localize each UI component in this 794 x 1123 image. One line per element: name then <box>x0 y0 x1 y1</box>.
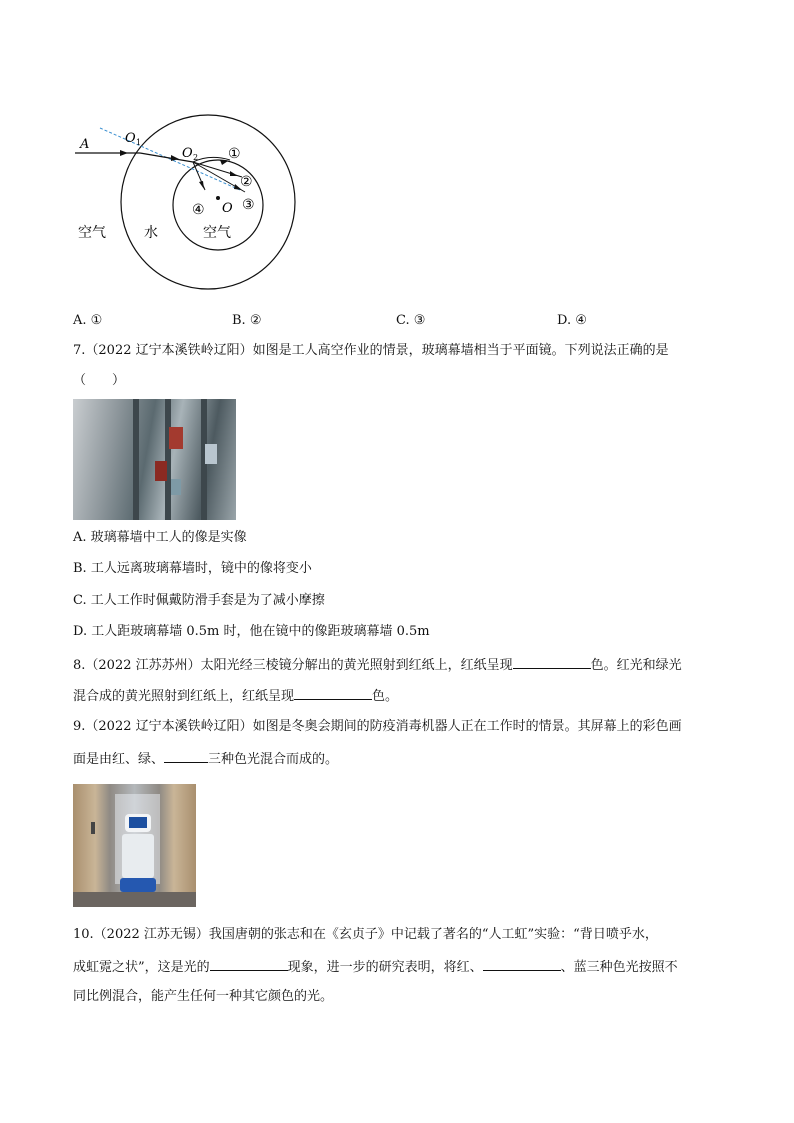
refraction-diagram <box>70 110 300 295</box>
q10-text-3: 现象，进一步的研究表明，将红、 <box>287 960 483 975</box>
q6-option-d: D. ④ <box>557 313 587 328</box>
q10-text-4: 、蓝三种色光按照不 <box>560 960 678 975</box>
q9-text-2: 面是由红、绿、 <box>73 752 165 767</box>
label-ray-2: ② <box>240 174 253 190</box>
workers-photo <box>73 399 236 520</box>
arrow-head <box>199 181 204 189</box>
q9-blank[interactable] <box>164 750 208 763</box>
arrow-head <box>171 155 179 161</box>
q10-line-2 <box>73 958 678 976</box>
label-ray-4: ④ <box>192 202 205 218</box>
q7-option-b: B. 工人远离玻璃幕墙时，镜中的像将变小 <box>73 561 312 576</box>
normal-dashed-line <box>100 128 240 190</box>
q8-line-1 <box>73 656 682 674</box>
q10-line-1: 10.（2022 江苏无锡）我国唐朝的张志和在《玄贞子》中记载了著名的“人工虹”实验：“背日喷乎水， <box>73 927 658 942</box>
label-a: A <box>80 137 90 152</box>
label-o2-sub: 2 <box>193 153 199 162</box>
q10-text-2: 成虹霓之状”，这是光的 <box>73 960 210 975</box>
label-o1-sub: 1 <box>136 138 142 147</box>
q7-paren: （ ） <box>73 373 126 388</box>
label-air-outer: 空气 <box>78 225 106 241</box>
q7-option-a: A. 玻璃幕墙中工人的像是实像 <box>73 530 247 545</box>
q10-blank-1[interactable] <box>210 958 288 971</box>
q7-option-c: C. 工人工作时佩戴防滑手套是为了减小摩擦 <box>73 593 325 608</box>
q8-line-2 <box>73 687 398 705</box>
label-ray-3: ③ <box>242 197 255 213</box>
arrow-head <box>120 150 128 156</box>
q8-text-2: 色。红光和绿光 <box>590 658 682 673</box>
q7-stem: 7.（2022 辽宁本溪铁岭辽阳）如图是工人高空作业的情景，玻璃幕墙相当于平面镜。下列说法正确的是 <box>73 343 669 358</box>
q8-blank-2[interactable] <box>294 687 372 700</box>
q8-text-3: 混合成的黄光照射到红纸上，红纸呈现 <box>73 689 295 704</box>
q6-option-b: B. ② <box>232 313 262 328</box>
q10-blank-2[interactable] <box>483 958 561 971</box>
q9-line-2 <box>73 750 338 768</box>
robot-photo <box>73 784 196 907</box>
label-ray-1: ① <box>228 146 241 162</box>
label-o1: O <box>125 131 136 146</box>
q6-option-c: C. ③ <box>396 313 426 328</box>
label-water: 水 <box>144 225 158 241</box>
q9-line-1: 9.（2022 辽宁本溪铁岭辽阳）如图是冬奥会期间的防疫消毒机器人正在工作时的情景。其屏幕上的彩色画 <box>73 719 682 734</box>
q8-text-1: 8.（2022 江苏苏州）太阳光经三棱镜分解出的黄光照射到红纸上，红纸呈现 <box>73 658 513 673</box>
outer-circle <box>121 115 295 289</box>
q9-text-3: 三种色光混合而成的。 <box>208 752 339 767</box>
label-air-inner: 空气 <box>203 225 231 241</box>
q7-option-d: D. 工人距玻璃幕墙 0.5m 时，他在镜中的像距玻璃幕墙 0.5m <box>73 624 430 639</box>
q6-option-a: A. ① <box>73 313 103 328</box>
q8-text-4: 色。 <box>372 689 399 704</box>
center-point <box>216 196 220 200</box>
q8-blank-1[interactable] <box>513 656 591 669</box>
label-o: O <box>222 201 233 216</box>
q10-line-3: 同比例混合，能产生任何一种其它颜色的光。 <box>73 989 334 1004</box>
label-o2: O <box>182 146 193 161</box>
